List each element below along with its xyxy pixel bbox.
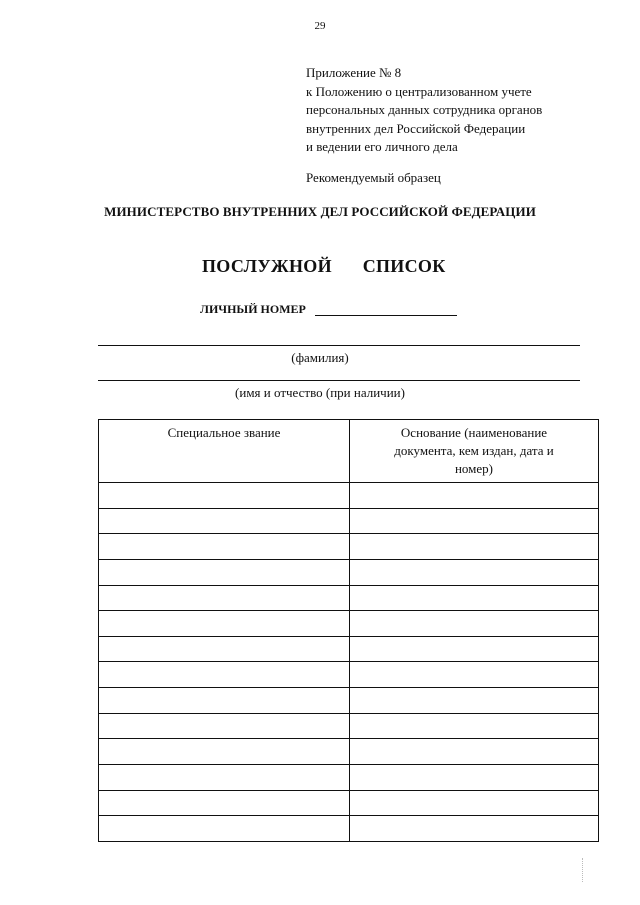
basis-cell[interactable] [350,585,599,611]
basis-cell[interactable] [350,739,599,765]
rank-cell[interactable] [99,765,350,791]
basis-cell[interactable] [350,559,599,585]
table-row [99,790,599,816]
table-header-row [99,420,599,483]
table-row [99,508,599,534]
rank-cell[interactable] [99,534,350,560]
table-row [99,559,599,585]
header-basis-text: Основание (наименование документа, кем издан, дата и номер) [394,425,554,476]
basis-cell[interactable] [350,816,599,842]
basis-cell[interactable] [350,688,599,714]
rank-cell[interactable] [99,559,350,585]
table-row [99,688,599,714]
header-basis [350,420,599,483]
rank-cell[interactable] [99,662,350,688]
rank-cell[interactable] [99,508,350,534]
rank-cell[interactable] [99,739,350,765]
personal-number-field[interactable] [315,315,457,316]
table-row [99,816,599,842]
rank-cell[interactable] [99,790,350,816]
appendix-line: внутренних дел Российской Федерации [306,120,526,136]
basis-cell[interactable] [350,765,599,791]
table-row [99,765,599,791]
rank-cell[interactable] [99,688,350,714]
basis-cell[interactable] [350,790,599,816]
document-title: ПОСЛУЖНОЙ СПИСОК [202,256,446,276]
table-row [99,585,599,611]
rank-cell[interactable] [99,636,350,662]
basis-cell[interactable] [350,662,599,688]
appendix-line: к Положению о централизованном учете [306,83,532,99]
table-row [99,534,599,560]
basis-cell[interactable] [350,713,599,739]
rank-cell[interactable] [99,816,350,842]
scan-mark [581,858,583,882]
rank-cell[interactable] [99,713,350,739]
appendix-line: персональных данных сотрудника органов [306,102,543,117]
table-row [99,662,599,688]
service-record-table [98,419,599,842]
appendix-line: и ведении его личного дела [306,139,458,154]
appendix-line: Приложение № 8 [306,65,402,80]
table-row [99,483,599,509]
appendix-block [306,64,616,157]
table-row [99,611,599,637]
table-row [99,636,599,662]
surname-caption: (фамилия) [291,350,349,365]
name-patronymic-field[interactable] [98,380,580,381]
surname-field[interactable] [98,345,580,346]
page-number: 29 [314,20,326,32]
rank-cell[interactable] [99,585,350,611]
sample-label: Рекомендуемый образец [306,170,441,185]
personal-number-label: ЛИЧНЫЙ НОМЕР [200,302,306,316]
table-row [99,739,599,765]
rank-cell[interactable] [99,483,350,509]
name-patronymic-caption: (имя и отчество (при наличии) [235,385,405,400]
basis-cell[interactable] [350,636,599,662]
header-rank: Специальное звание [99,420,350,483]
rank-cell[interactable] [99,611,350,637]
basis-cell[interactable] [350,508,599,534]
basis-cell[interactable] [350,534,599,560]
ministry-heading: МИНИСТЕРСТВО ВНУТРЕННИХ ДЕЛ РОССИЙСКОЙ ФЕДЕРАЦИИ [104,204,536,219]
table-body [99,483,599,842]
table-row [99,713,599,739]
basis-cell[interactable] [350,611,599,637]
basis-cell[interactable] [350,483,599,509]
